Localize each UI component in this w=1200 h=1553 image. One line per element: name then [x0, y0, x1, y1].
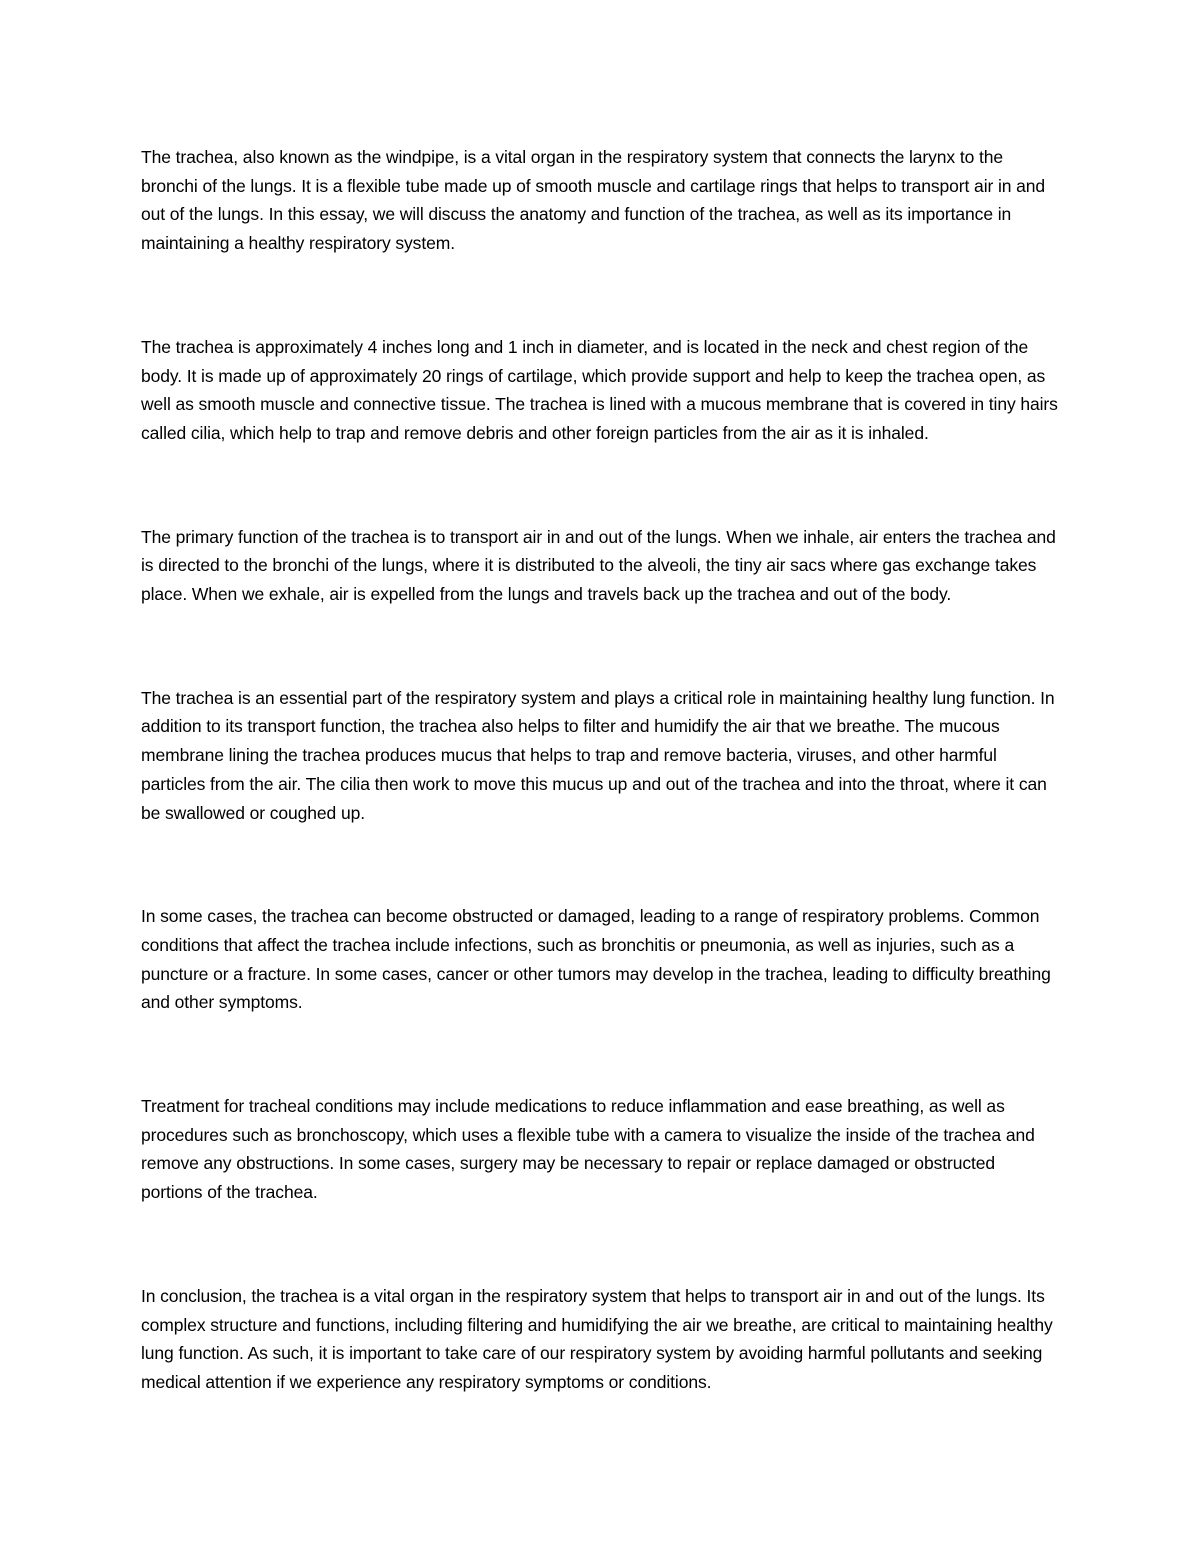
paragraph-conditions: In some cases, the trachea can become obstructed or damaged, leading to a range of respiratory problems. Common conditions that affect the trachea include infections, such as bronchitis or pneumonia, as well as injuries, such as a puncture or a fracture. In some cases, cancer or other tumors may develop in the trachea, leading to difficulty breathing and other symptoms. [141, 906, 1051, 1013]
paragraph-intro: The trachea, also known as the windpipe, is a vital organ in the respiratory system that connects the larynx to the bronchi of the lungs. It is a flexible tube made up of smooth muscle and cartilage rings that helps to transport air in and out of the lungs. In this essay, we will discuss the anatomy and function of the trachea, as well as its importance in maintaining a healthy respiratory system. [141, 147, 1046, 254]
paragraph-treatment: Treatment for tracheal conditions may include medications to reduce inflammation and ease breathing, as well as procedures such as bronchoscopy, which uses a flexible tube with a camera to visualize the inside of the trachea and remove any obstructions. In some cases, surgery may be necessary to repair or replace damaged or obstructed portions of the trachea. [141, 1096, 1035, 1203]
paragraph-conclusion: In conclusion, the trachea is a vital organ in the respiratory system that helps to transport air in and out of the lungs. Its complex structure and functions, including filtering and humidifying the air we breathe, are critical to maintaining healthy lung function. As such, it is important to take care of our respiratory system by avoiding harmful pollutants and seeking medical attention if we experience any respiratory symptoms or conditions. [141, 1285, 1053, 1392]
paragraph-essential-role: The trachea is an essential part of the respiratory system and plays a critical role in maintaining healthy lung function. In addition to its transport function, the trachea also helps to filter and humidify the air that we breathe. The mucous membrane lining the trachea produces mucus that helps to trap and remove bacteria, viruses, and other harmful particles from the air. The cilia then work to move this mucus up and out of the trachea and into the throat, where it can be swallowed or coughed up. [141, 687, 1055, 823]
document-body [141, 143, 1061, 1397]
paragraph-primary-function: The primary function of the trachea is to transport air in and out of the lungs. When we inhale, air enters the trachea and is directed to the bronchi of the lungs, where it is distributed to the alveoli, the tiny air sacs where gas exchange takes place. When we exhale, air is expelled from the lungs and travels back up the trachea and out of the body. [141, 526, 1056, 605]
paragraph-anatomy: The trachea is approximately 4 inches long and 1 inch in diameter, and is located in the neck and chest region of the body. It is made up of approximately 20 rings of cartilage, which provide support and help to keep the trachea open, as well as smooth muscle and connective tissue. The trachea is lined with a mucous membrane that is covered in tiny hairs called cilia, which help to trap and remove debris and other foreign particles from the air as it is inhaled. [141, 336, 1058, 443]
